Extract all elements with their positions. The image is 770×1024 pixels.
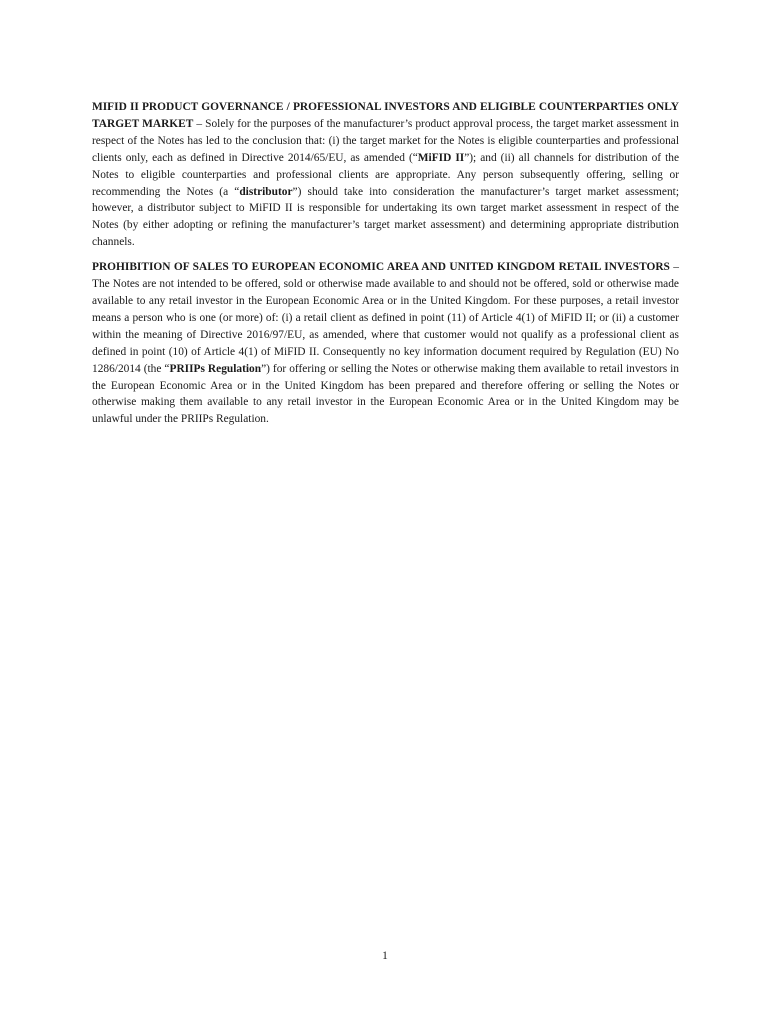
defined-term-distributor: distributor	[239, 185, 293, 198]
defined-term-priips-regulation: PRIIPs Regulation	[169, 362, 262, 375]
paragraph-text: ”) should take into consideration the manufacturer’s target market assessment; however, a distributor subject to MiFID II is responsible for undertaking its own target market assessment in respect of the Notes (by either adopting or refining the manufacturer’s target market assessment) and determining appropriate distribution channels.	[92, 185, 679, 249]
mifid-product-governance-paragraph	[92, 99, 679, 251]
defined-term-mifid-ii: MiFID II	[417, 151, 465, 164]
paragraph-text: – The Notes are not intended to be offered, sold or otherwise made available to and should not be offered, sold or otherwise made available to any retail investor in the European Economic Area or in the United Kingdom. For these purposes, a retail investor means a person who is one (or more) of: (i) a retail client as defined in point (11) of Article 4(1) of MiFID II; or (ii) a customer within the meaning of Directive 2016/97/EU, as amended, where that customer would not qualify as a professional client as defined in point (10) of Article 4(1) of MiFID II. Consequently no key information document required by Regulation (EU) No 1286/2014 (the “	[92, 261, 679, 375]
paragraph-text: ”); and (ii) all channels for distribution of the Notes to eligible counterparties and professional clients are appropriate. Any person subsequently offering, selling or recommending the Notes (a “	[92, 151, 680, 198]
prohibition-of-sales-paragraph	[92, 259, 679, 428]
mifid-product-governance-heading: MIFID II PRODUCT GOVERNANCE / PROFESSIONAL INVESTORS AND ELIGIBLE COUNTERPARTIES ONLY TARGET MARKET	[92, 101, 679, 130]
page-number: 1	[382, 950, 388, 962]
paragraph-text: ”) for offering or selling the Notes or otherwise making them available to retail investors in the European Economic Area or in the United Kingdom has been prepared and therefore offering or selling the Notes or otherwise making them available to any retail investor in the European Economic Area or in the United Kingdom may be unlawful under the PRIIPs Regulation.	[92, 362, 679, 426]
document-body	[92, 99, 679, 436]
prohibition-of-sales-heading: PROHIBITION OF SALES TO EUROPEAN ECONOMIC AREA AND UNITED KINGDOM RETAIL INVESTORS	[92, 261, 670, 274]
paragraph-text: – Solely for the purposes of the manufacturer’s product approval process, the target market assessment in respect of the Notes has led to the conclusion that: (i) the target market for the Notes is eligible counterparties and professional clients only, each as defined in Directive 2014/65/EU, as amended (“	[92, 117, 679, 164]
